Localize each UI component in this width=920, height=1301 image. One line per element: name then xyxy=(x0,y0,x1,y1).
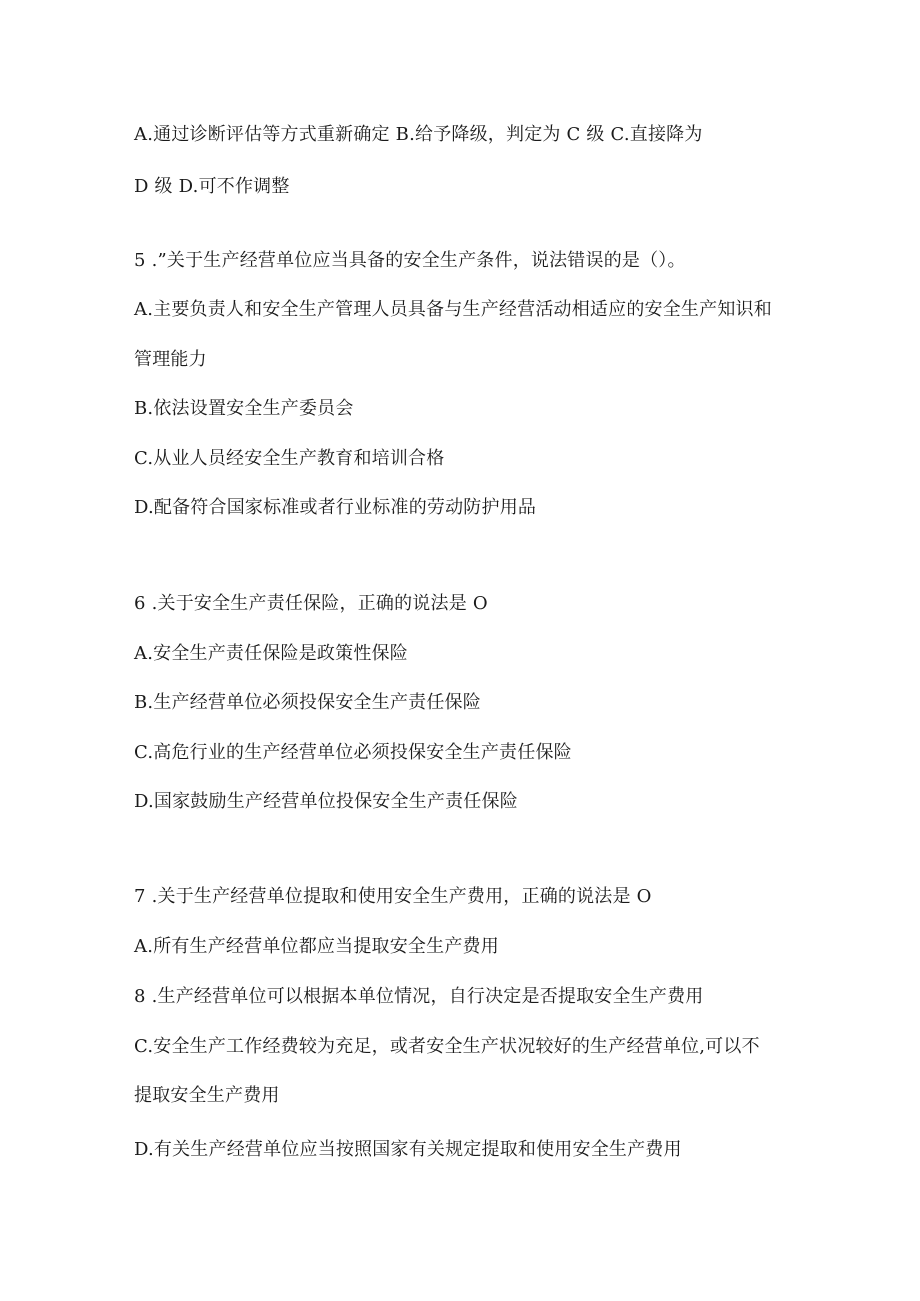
question-6: 6 .关于安全生产责任保险，正确的说法是 O xyxy=(134,593,488,614)
option-line-q4-d: D 级 D.可不作调整 xyxy=(134,176,290,197)
option-5c: C.从业人员经安全生产教育和培训合格 xyxy=(134,448,445,469)
question-7: 7 .关于生产经营单位提取和使用安全生产费用，正确的说法是 O xyxy=(134,886,652,907)
option-5a: A.主要负责人和安全生产管理人员具备与生产经营活动相适应的安全生产知识和 xyxy=(134,299,772,320)
option-7c: C.安全生产工作经费较为充足，或者安全生产状况较好的生产经营单位,可以不 xyxy=(134,1036,760,1057)
option-6a: A.安全生产责任保险是政策性保险 xyxy=(134,643,408,664)
option-5b: B.依法设置安全生产委员会 xyxy=(134,398,354,419)
option-7c-continued: 提取安全生产费用 xyxy=(134,1085,280,1106)
option-6d: D.国家鼓励生产经营单位投保安全生产责任保险 xyxy=(134,791,518,812)
option-7b: 8 .生产经营单位可以根据本单位情况，自行决定是否提取安全生产费用 xyxy=(134,986,704,1007)
option-7a: A.所有生产经营单位都应当提取安全生产费用 xyxy=(134,936,499,957)
option-6c: C.高危行业的生产经营单位必须投保安全生产责任保险 xyxy=(134,742,572,763)
option-6b: B.生产经营单位必须投保安全生产责任保险 xyxy=(134,692,481,713)
question-5: 5 .”关于生产经营单位应当具备的安全生产条件，说法错误的是（）。 xyxy=(134,250,686,271)
option-7d: D.有关生产经营单位应当按照国家有关规定提取和使用安全生产费用 xyxy=(134,1139,682,1160)
option-5d: D.配备符合国家标准或者行业标准的劳动防护用品 xyxy=(134,497,537,518)
option-5a-continued: 管理能力 xyxy=(134,349,207,370)
option-line-q4-abc: A.通过诊断评估等方式重新确定 B.给予降级，判定为 C 级 C.直接降为 xyxy=(134,124,703,145)
